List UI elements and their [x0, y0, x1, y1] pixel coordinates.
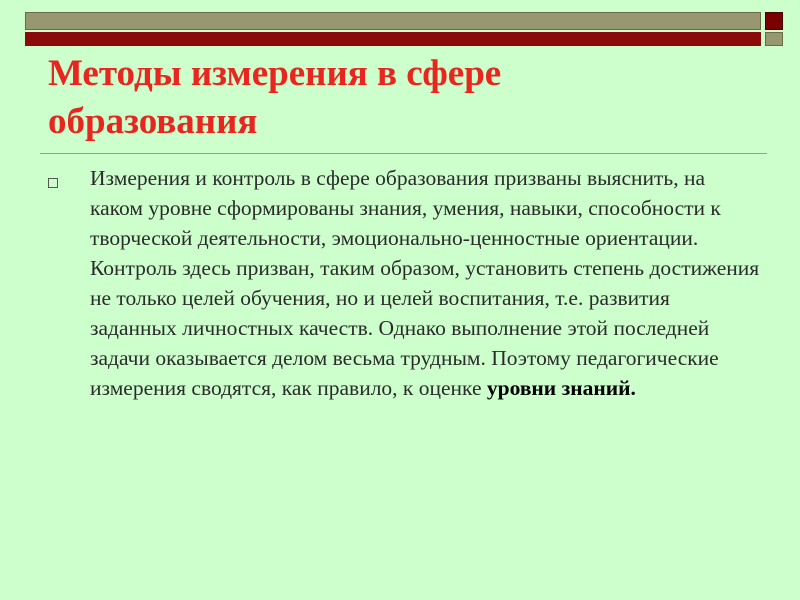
- slide-paragraph: [90, 163, 760, 403]
- header-red-bar: [25, 32, 761, 46]
- corner-dark-square: [765, 12, 783, 30]
- title-line-1: Методы измерения в сфере: [48, 53, 502, 94]
- paragraph-emphasis: уровни знаний.: [486, 376, 636, 400]
- square-bullet-icon: [48, 178, 58, 188]
- title-divider: [40, 153, 767, 154]
- header-olive-bar: [25, 12, 761, 30]
- paragraph-text: Измерения и контроль в сфере образования призваны выяснить, на каком уровне сформированы знания, умения, навыки, способности к творческой деятельности, эмоционально-ценностные ориентации. Контроль здесь призван, таким образом, установить степень достижения не только целей обучения, но и целей воспитания, т.е. развития заданных личностных качеств. Однако выполнение этой последней задачи оказывается делом весьма трудным. Поэтому педагогические измерения сводятся, как правило, к оценке: [90, 166, 760, 400]
- title-line-2: образования: [48, 101, 258, 142]
- corner-olive-square: [765, 32, 783, 46]
- slide-title: [48, 50, 748, 146]
